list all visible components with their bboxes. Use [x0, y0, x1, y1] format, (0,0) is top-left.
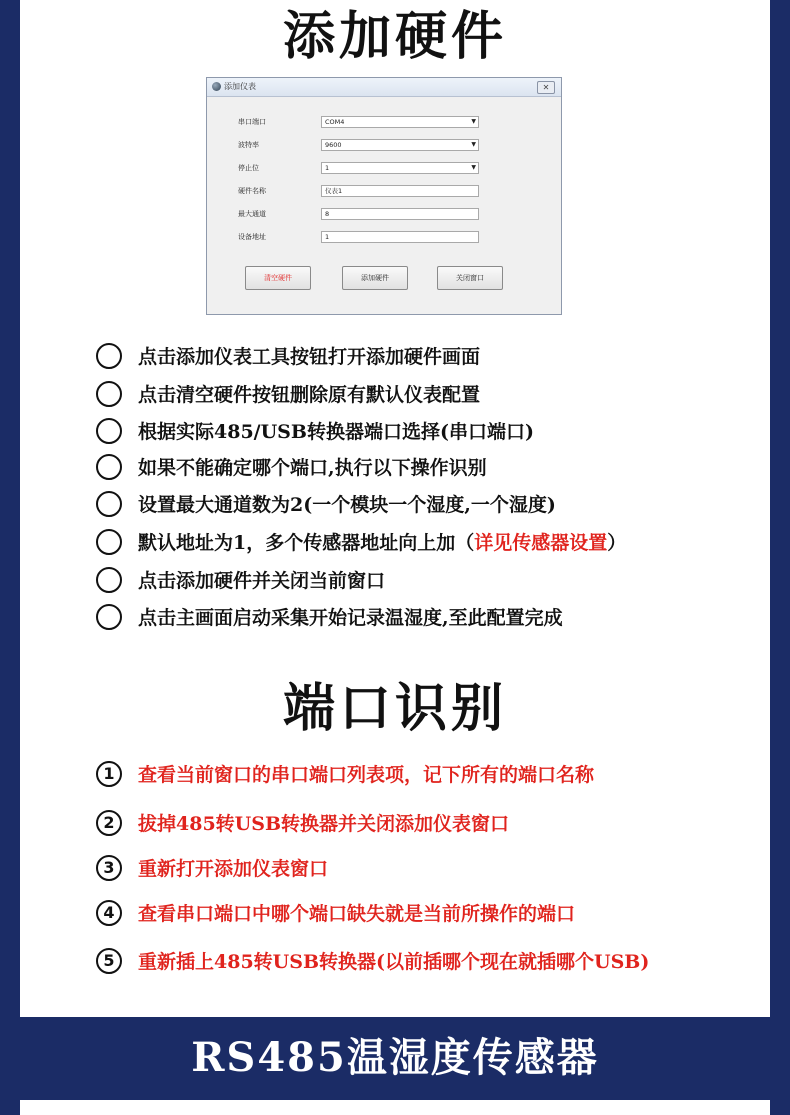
- circle-icon: [96, 381, 122, 407]
- circle-icon: [96, 343, 122, 369]
- hardware-name-label: 硬件名称: [238, 187, 266, 195]
- list-item-text: 如果不能确定哪个端口,执行以下操作识别: [138, 457, 487, 479]
- list-item: [96, 528, 756, 558]
- circle-icon: [96, 529, 122, 555]
- field-row-max-channels: [207, 208, 563, 222]
- circle-icon: [96, 491, 122, 517]
- list-item-text: 点击清空硬件按钮删除原有默认仪表配置: [138, 384, 481, 406]
- footer-product-title: RS485温湿度传感器: [191, 1034, 599, 1081]
- step-item: [96, 760, 756, 790]
- dialog-titlebar: [207, 78, 561, 97]
- step-text: 查看当前窗口的串口端口列表项，记下所有的端口名称: [138, 764, 595, 786]
- field-row-serial-port: [207, 116, 563, 130]
- step-number: 5: [96, 948, 122, 974]
- section-title-port-identification: 端口识别: [282, 679, 507, 739]
- clear-hardware-button[interactable]: 清空硬件: [245, 266, 311, 290]
- add-instrument-dialog: [206, 77, 562, 315]
- circle-icon: [96, 418, 122, 444]
- device-address-input[interactable]: 1: [321, 231, 479, 243]
- chevron-down-icon: ▼: [471, 141, 476, 148]
- field-row-hardware-name: [207, 185, 563, 199]
- list-item-text: 根据实际485/USB转换器端口选择(串口端口): [138, 421, 534, 443]
- section-title-add-hardware: 添加硬件: [282, 7, 507, 67]
- list-item: [96, 566, 756, 596]
- field-row-baud-rate: [207, 139, 563, 153]
- step-number: 2: [96, 810, 122, 836]
- serial-port-select[interactable]: COM4 ▼: [321, 116, 479, 128]
- close-icon[interactable]: ✕: [537, 81, 555, 94]
- step-number: 3: [96, 855, 122, 881]
- list-item-text: 点击添加硬件并关闭当前窗口: [138, 570, 386, 592]
- add-hardware-button[interactable]: 添加硬件: [342, 266, 408, 290]
- baud-rate-label: 波特率: [238, 141, 259, 149]
- step-item: [96, 854, 756, 884]
- list-item: [96, 417, 756, 447]
- serial-port-label: 串口端口: [238, 118, 266, 126]
- chevron-down-icon: ▼: [471, 118, 476, 125]
- list-item: [96, 490, 756, 520]
- max-channels-label: 最大通道: [238, 210, 266, 218]
- step-item: [96, 947, 756, 977]
- step-text: 查看串口端口中哪个端口缺失就是当前所操作的端口: [138, 903, 576, 925]
- circle-icon: [96, 604, 122, 630]
- step-item: [96, 899, 756, 929]
- circle-icon: [96, 567, 122, 593]
- list-item-text: 默认地址为1，多个传感器地址向上加（详见传感器设置）: [138, 532, 627, 554]
- stop-bits-label: 停止位: [238, 164, 259, 172]
- list-item: [96, 603, 756, 633]
- step-text: 拔掉485转USB转换器并关闭添加仪表窗口: [138, 813, 510, 835]
- app-icon: [212, 82, 221, 91]
- device-address-label: 设备地址: [238, 233, 266, 241]
- stop-bits-select[interactable]: 1 ▼: [321, 162, 479, 174]
- step-item: [96, 809, 756, 839]
- list-item: [96, 453, 756, 483]
- dialog-title: 添加仪表: [224, 82, 256, 91]
- list-item: [96, 380, 756, 410]
- hardware-name-input[interactable]: 仪表1: [321, 185, 479, 197]
- chevron-down-icon: ▼: [471, 164, 476, 171]
- field-row-device-address: [207, 231, 563, 245]
- list-item: [96, 342, 756, 372]
- step-number: 1: [96, 761, 122, 787]
- step-text: 重新插上485转USB转换器(以前插哪个现在就插哪个USB): [138, 951, 650, 973]
- step-number: 4: [96, 900, 122, 926]
- circle-icon: [96, 454, 122, 480]
- field-row-stop-bits: [207, 162, 563, 176]
- bottom-white-strip: [20, 1100, 770, 1115]
- sensor-settings-reference: 详见传感器设置: [474, 532, 608, 554]
- list-item-text: 点击添加仪表工具按钮打开添加硬件画面: [138, 346, 481, 368]
- max-channels-input[interactable]: 8: [321, 208, 479, 220]
- list-item-text: 点击主画面启动采集开始记录温湿度,至此配置完成: [138, 607, 563, 629]
- close-window-button[interactable]: 关闭窗口: [437, 266, 503, 290]
- baud-rate-select[interactable]: 9600 ▼: [321, 139, 479, 151]
- step-text: 重新打开添加仪表窗口: [138, 858, 329, 880]
- list-item-text: 设置最大通道数为2(一个模块一个湿度,一个湿度): [138, 494, 556, 516]
